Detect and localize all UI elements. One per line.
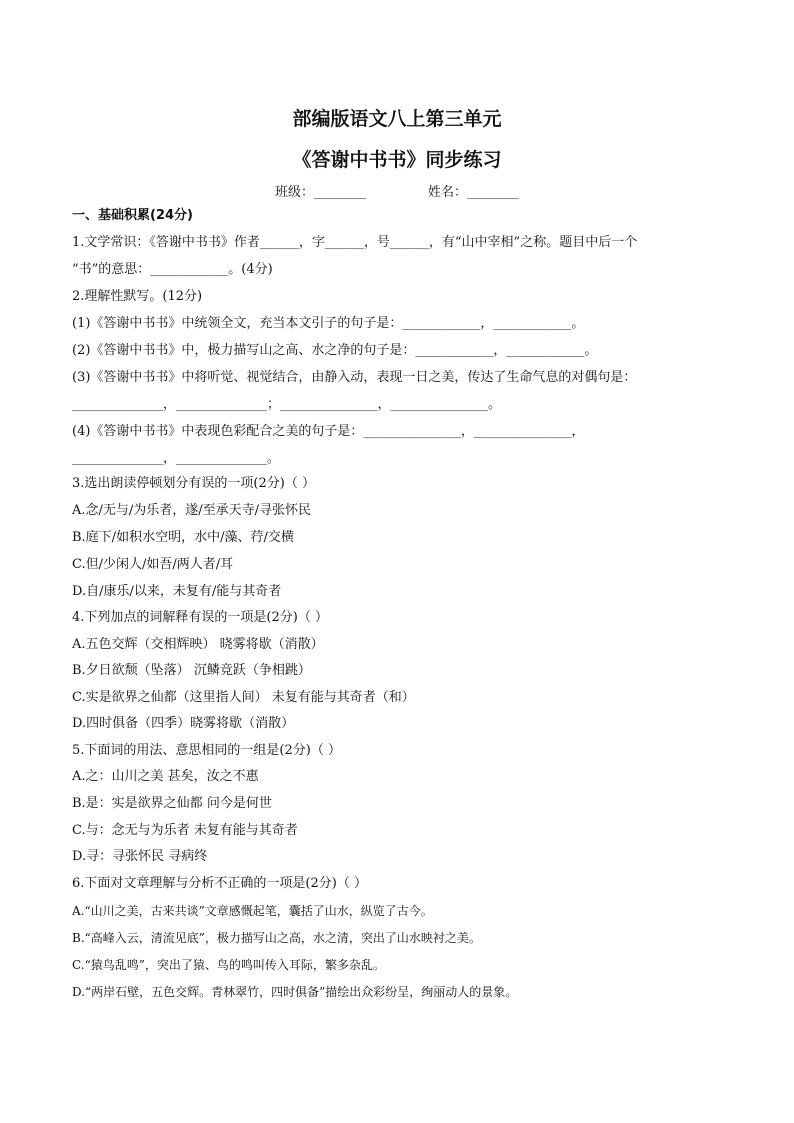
question-5-option-a: A.之：山川之美 甚矣，汝之不惠	[72, 769, 259, 784]
question-3-option-d: D.自/康乐/以来，未复有/能与其奇者	[72, 584, 282, 599]
question-6-option-b: B.“高峰入云，清流见底”，极力描写山之高，水之清，突出了山水映衬之美。	[72, 931, 481, 945]
section-heading-basics: 一、基础积累(24分)	[72, 208, 193, 223]
question-4-option-a: A.五色交辉（交相辉映） 晓雾将歇（消散）	[72, 637, 324, 652]
question-6: 6.下面对文章理解与分析不正确的一项是(2分)（ ）	[72, 876, 367, 891]
question-4-option-d: D.四时俱备（四季）晓雾将歇（消散）	[72, 716, 295, 731]
question-4: 4.下列加点的词解释有误的一项是(2分)（ ）	[72, 610, 328, 625]
question-2-part-4-blanks: ______________，______________。	[72, 451, 281, 466]
question-2: 2.理解性默写。(12分)	[72, 289, 203, 304]
title-lesson: 《答谢中书书》同步练习	[292, 149, 502, 171]
question-4-option-b: B.夕日欲颓（坠落） 沉鳞竞跃（争相跳）	[72, 663, 311, 678]
question-3: 3.选出朗读停顿划分有误的一项(2分)（ ）	[72, 476, 315, 491]
question-6-option-d: D.“两岸石壁，五色交辉。青林翠竹，四时俱备”描绘出众彩纷呈，绚丽动人的景象。	[72, 985, 518, 999]
title-unit: 部编版语文八上第三单元	[292, 108, 502, 130]
question-6-option-a: A.“山川之美，古来共谈”文章感慨起笔，囊括了山水，纵览了古今。	[72, 904, 433, 918]
question-2-part-3-blanks: ______________，______________；_______________，_______________。	[72, 397, 501, 412]
question-3-option-a: A.念/无与/为乐者，遂/至承天寺/寻张怀民	[72, 503, 312, 518]
question-3-option-c: C.但/少闲人/如吾/两人者/耳	[72, 557, 234, 572]
question-2-part-3: (3)《答谢中书书》中将听觉、视觉结合，由静入动，表现一日之美，传达了生命气息的对偶句是：	[72, 370, 637, 385]
question-5-option-b: B.是：实是欲界之仙都 问今是何世	[72, 796, 272, 811]
class-name-line: 班级：________ 姓名：________	[275, 185, 519, 200]
question-5: 5.下面词的用法、意思相同的一组是(2分)（ ）	[72, 743, 341, 758]
question-5-option-d: D.寻：寻张怀民 寻病终	[72, 849, 208, 864]
question-6-option-c: C.“猿鸟乱鸣”，突出了猿、鸟的鸣叫传入耳际，繁多杂乱。	[72, 958, 385, 972]
question-2-part-1: (1)《答谢中书书》中统领全文，充当本文引子的句子是：____________，____________。	[72, 316, 585, 331]
question-2-part-2: (2)《答谢中书书》中，极力描写山之高、水之净的句子是：____________，____________。	[72, 343, 598, 358]
question-3-option-b: B.庭下/如积水空明，水中/藻、荇/交横	[72, 530, 294, 545]
question-1-line-1: 1.文学常识：《答谢中书书》作者______，字______，号______，有“山中宰相”之称。题目中后一个	[72, 235, 638, 250]
question-1-line-2: “书”的意思：____________。(4分)	[72, 262, 273, 277]
question-5-option-c: C.与：念无与为乐者 未复有能与其奇者	[72, 823, 298, 838]
question-2-part-4: (4)《答谢中书书》中表现色彩配合之美的句子是：_______________，_______________，	[72, 424, 585, 439]
question-4-option-c: C.实是欲界之仙都（这里指人间） 未复有能与其奇者（和）	[72, 690, 415, 705]
